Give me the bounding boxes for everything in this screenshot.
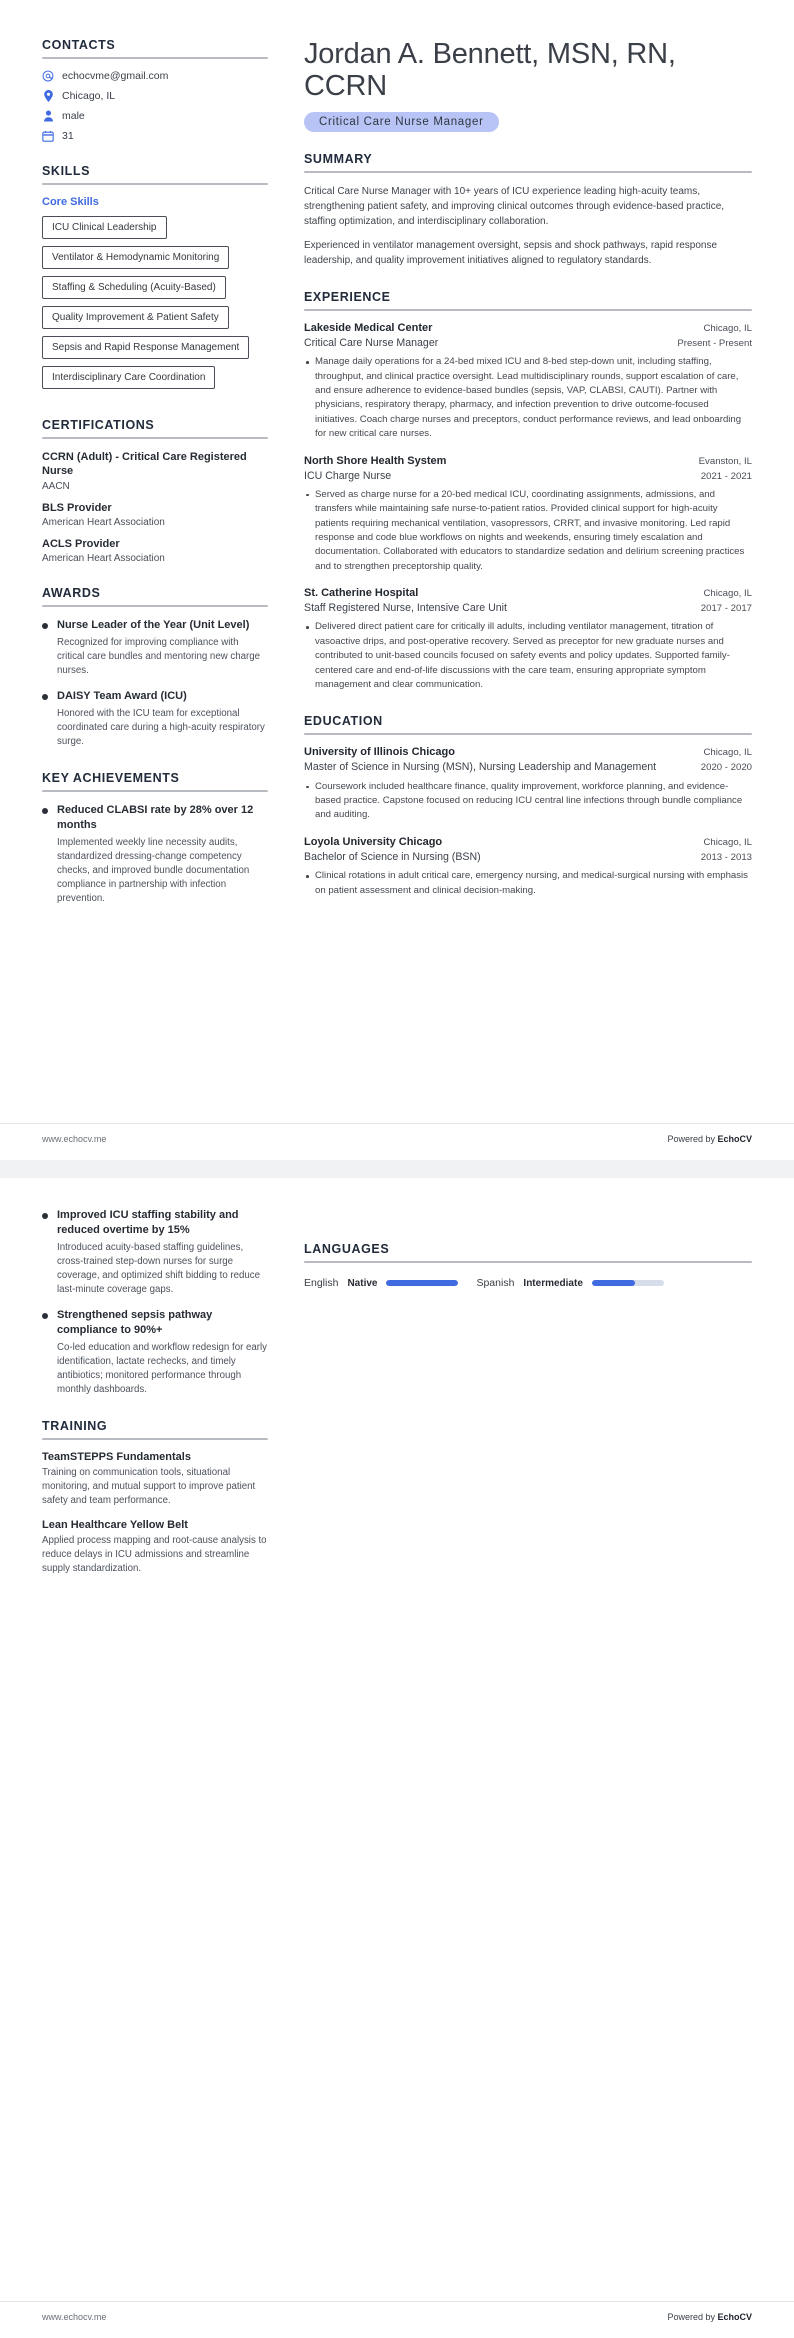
experience-bullet-list — [304, 355, 752, 441]
achievement-item — [42, 803, 268, 906]
education-bullet-list — [304, 869, 752, 898]
training-section — [42, 1419, 268, 1576]
education-entry — [304, 746, 752, 822]
training-description: Training on communication tools, situational monitoring, and mutual support to improve patient safety and team performance. — [42, 1466, 256, 1506]
section-divider — [42, 437, 268, 439]
language-level: Native — [347, 1277, 378, 1289]
email-icon — [42, 70, 54, 82]
footer-brand: EchoCV — [717, 2312, 752, 2322]
resume-sheet-2 — [0, 1178, 794, 2301]
key-achievements-continued — [42, 1208, 268, 1397]
skill-chip: Sepsis and Rapid Response Management — [42, 336, 249, 359]
education-degree: Master of Science in Nursing (MSN), Nursing Leadership and Management — [304, 761, 657, 774]
bullet-dot-icon — [42, 1213, 48, 1219]
contact-age-value: 31 — [62, 130, 74, 142]
experience-role: Staff Registered Nurse, Intensive Care Unit — [304, 602, 507, 615]
contact-gender — [42, 110, 268, 122]
summary-heading: SUMMARY — [304, 151, 373, 166]
experience-org: St. Catherine Hospital — [304, 587, 419, 600]
footer-site-url[interactable]: www.echocv.me — [42, 1134, 107, 1144]
page-footer — [0, 1123, 794, 1160]
experience-bullet: Served as charge nurse for a 20-bed medical ICU, coordinating assignments, admissions, and transfers while maintaining safe nurse-to-patient ratios. Provided clinical support for high-acuity patients requiring mechanical ventilation, vasopressors, CRRT, and invasive monitoring. Led rapid response and code blue workflows on nights and weekends, ensuring timely escalation and documentation. Collaborated with educators to standardize sedation and delirium screening practices and to strengthen preceptorship quality. — [304, 488, 752, 574]
language-proficiency-fill — [386, 1280, 458, 1286]
achievement-description: Co-led education and workflow redesign for early identification, lactate rechecks, and timely antibiotics; monitored performance through monthly dashboards. — [57, 1341, 268, 1395]
section-divider — [304, 171, 752, 173]
footer-powered-by — [667, 2312, 752, 2322]
skill-chip: Ventilator & Hemodynamic Monitoring — [42, 246, 229, 269]
contact-email-value: echocvme@gmail.com — [62, 70, 169, 82]
education-bullet: Clinical rotations in adult critical care, emergency nursing, and medical-surgical nursing with emphasis on patient assessment and clinical decision-making. — [304, 869, 752, 898]
key-achievements-heading: KEY ACHIEVEMENTS — [42, 771, 180, 786]
certification-item — [42, 450, 268, 492]
award-item — [42, 618, 268, 678]
experience-date: 2021 - 2021 — [700, 470, 752, 482]
training-heading: TRAINING — [42, 1418, 108, 1433]
contact-location-value: Chicago, IL — [62, 90, 116, 102]
calendar-icon — [42, 130, 54, 142]
language-proficiency-bar — [386, 1280, 458, 1286]
experience-org: North Shore Health System — [304, 454, 447, 467]
education-location: Chicago, IL — [703, 836, 752, 848]
experience-date: 2017 - 2017 — [700, 603, 752, 615]
education-bullet: Coursework included healthcare finance, quality improvement, workforce planning, and evidence-based practice. Capstone focused on reducing ICU central line infections through bundle compliance and auditing. — [304, 780, 752, 823]
language-name: English — [304, 1277, 339, 1289]
skill-chip: Interdisciplinary Care Coordination — [42, 366, 215, 389]
achievement-item — [42, 1308, 268, 1397]
skills-heading: SKILLS — [42, 164, 91, 178]
summary-paragraph: Critical Care Nurse Manager with 10+ years of ICU experience leading high-acuity teams, strengthening patient safety, and improving clinical outcomes through evidence-based practice, staffing optimization, and interdisciplinary collaboration. — [304, 185, 725, 228]
skill-chip: ICU Clinical Leadership — [42, 216, 167, 239]
experience-location: Chicago, IL — [703, 322, 752, 334]
education-section — [304, 714, 752, 898]
certification-org: AACN — [42, 480, 70, 492]
skills-subtitle: Core Skills — [42, 196, 99, 208]
sidebar-column-continued — [42, 1208, 290, 2301]
education-degree: Bachelor of Science in Nursing (BSN) — [304, 850, 481, 863]
training-name: Lean Healthcare Yellow Belt — [42, 1519, 188, 1532]
certification-org: American Heart Association — [42, 553, 165, 565]
training-name: TeamSTEPPS Fundamentals — [42, 1450, 191, 1463]
languages-list — [304, 1277, 752, 1289]
achievement-item — [42, 1208, 268, 1297]
experience-heading: EXPERIENCE — [304, 289, 391, 304]
skill-chip: Quality Improvement & Patient Safety — [42, 306, 229, 329]
award-description: Recognized for improving compliance with critical care bundles and mentoring new charge nurses. — [57, 637, 261, 677]
experience-org: Lakeside Medical Center — [304, 321, 433, 334]
language-level: Intermediate — [523, 1277, 583, 1289]
resume-sheet-1 — [0, 0, 794, 1123]
experience-role: ICU Charge Nurse — [304, 469, 392, 482]
experience-entry — [304, 322, 752, 442]
language-item — [304, 1277, 458, 1289]
education-date: 2013 - 2013 — [700, 851, 752, 863]
education-org: University of Illinois Chicago — [304, 746, 455, 759]
certifications-heading: CERTIFICATIONS — [42, 418, 155, 432]
experience-bullet: Delivered direct patient care for critically ill adults, including ventilator management, titration of vasoactive drips, and post-operative recovery. Served as preceptor for new graduate nurses and contributed to unit-based councils focused on safety events and policy updates. Supported family-centered care and end-of-life discussions with the care team, ensuring appropriate symptom management and clear communication. — [304, 620, 752, 692]
person-icon — [42, 110, 54, 122]
contact-gender-value: male — [62, 110, 85, 122]
main-column-continued — [290, 1208, 752, 2301]
achievement-description: Implemented weekly line necessity audits, standardized dressing-change competency checks, and improved bundle documentation compliance in partnership with infection prevention. — [57, 836, 250, 905]
footer-powered-by — [667, 1134, 752, 1144]
certification-org: American Heart Association — [42, 516, 165, 528]
footer-powered-prefix: Powered by — [667, 2312, 718, 2322]
language-proficiency-fill — [592, 1280, 635, 1286]
skill-chip: Staffing & Scheduling (Acuity-Based) — [42, 276, 226, 299]
languages-section — [304, 1242, 752, 1289]
summary-paragraph: Experienced in ventilator management oversight, sepsis and shock pathways, rapid response leadership, and quality improvement initiatives aligned to regulatory standards. — [304, 239, 718, 266]
summary-section — [304, 152, 752, 268]
page-title: Jordan A. Bennett, MSN, RN, CCRN — [304, 38, 676, 103]
awards-heading: AWARDS — [42, 586, 101, 601]
education-org: Loyola University Chicago — [304, 835, 443, 848]
experience-entry — [304, 455, 752, 575]
training-description: Applied process mapping and root-cause analysis to reduce delays in ICU admissions and streamline supply standardization. — [42, 1535, 267, 1575]
experience-bullet-list — [304, 488, 752, 574]
achievement-title: Strengthened sepsis pathway compliance to 90%+ — [57, 1308, 213, 1336]
contacts-heading: CONTACTS — [42, 38, 116, 52]
experience-bullet-list — [304, 620, 752, 692]
footer-site-url[interactable]: www.echocv.me — [42, 2312, 107, 2322]
education-bullet-list — [304, 780, 752, 823]
training-item — [42, 1451, 268, 1508]
main-column — [290, 38, 752, 1123]
experience-section — [304, 290, 752, 693]
achievement-title: Reduced CLABSI rate by 28% over 12 months — [57, 804, 254, 832]
section-divider — [42, 1438, 268, 1440]
contact-email[interactable] — [42, 70, 268, 82]
bullet-dot-icon — [42, 808, 48, 814]
award-title: DAISY Team Award (ICU) — [57, 690, 187, 703]
skills-chip-list — [42, 216, 268, 396]
certification-name: ACLS Provider — [42, 537, 120, 550]
contacts-section — [42, 38, 268, 142]
language-name: Spanish — [476, 1277, 515, 1289]
experience-date: Present - Present — [677, 337, 752, 349]
award-title: Nurse Leader of the Year (Unit Level) — [57, 619, 250, 632]
location-pin-icon — [42, 90, 54, 102]
language-item — [476, 1277, 663, 1289]
section-divider — [304, 733, 752, 735]
experience-role: Critical Care Nurse Manager — [304, 336, 439, 349]
experience-location: Chicago, IL — [703, 588, 752, 600]
education-date: 2020 - 2020 — [700, 762, 752, 774]
section-divider — [42, 790, 268, 792]
languages-heading: LANGUAGES — [304, 1242, 390, 1256]
achievement-description: Introduced acuity-based staffing guidelines, cross-trained step-down nurses for surge coverage, and optimized shift bidding to reduce last-minute coverage gaps. — [57, 1241, 261, 1295]
contact-location — [42, 90, 268, 102]
section-divider — [304, 1261, 752, 1263]
certifications-section — [42, 418, 268, 564]
education-location: Chicago, IL — [703, 747, 752, 759]
experience-entry — [304, 587, 752, 692]
footer-powered-prefix: Powered by — [667, 1134, 718, 1144]
section-divider — [42, 183, 268, 185]
contact-age — [42, 130, 268, 142]
certification-item — [42, 501, 268, 528]
awards-section — [42, 586, 268, 749]
experience-location: Evanston, IL — [698, 455, 752, 467]
certification-name: CCRN (Adult) - Critical Care Registered Nurse — [42, 451, 247, 478]
bullet-dot-icon — [42, 623, 48, 629]
certification-item — [42, 537, 268, 564]
language-proficiency-bar — [592, 1280, 664, 1286]
training-item — [42, 1519, 268, 1576]
bullet-dot-icon — [42, 1313, 48, 1319]
page-footer — [0, 2301, 794, 2338]
certification-name: BLS Provider — [42, 501, 112, 514]
page-break-divider — [0, 1160, 794, 1178]
role-badge: Critical Care Nurse Manager — [304, 112, 499, 132]
footer-brand: EchoCV — [717, 1134, 752, 1144]
award-description: Honored with the ICU team for exceptional coordinated care during a high-acuity respiratory surge. — [57, 708, 265, 748]
section-divider — [42, 57, 268, 59]
section-divider — [304, 309, 752, 311]
skills-section — [42, 164, 268, 396]
sidebar-column — [42, 38, 290, 1123]
achievement-title: Improved ICU staffing stability and reduced overtime by 15% — [57, 1209, 239, 1236]
award-item — [42, 689, 268, 749]
experience-bullet: Manage daily operations for a 24-bed mixed ICU and 8-bed step-down unit, including staffing, throughput, and clinical practice oversight. Lead multidisciplinary rounds, support escalation of care, and ensure adherence to evidence-based bundles (sepsis, VAP, CLABSI, CAUTI). Partner with physicians, respiratory therapy, pharmacy, and infection prevention to drive outcome-focused initiatives. Coach charge nurses and preceptors, conduct performance reviews, and lead onboarding for new critical care nurses. — [304, 355, 752, 441]
key-achievements-section — [42, 771, 268, 906]
bullet-dot-icon — [42, 694, 48, 700]
education-entry — [304, 836, 752, 898]
education-heading: EDUCATION — [304, 714, 383, 729]
section-divider — [42, 605, 268, 607]
